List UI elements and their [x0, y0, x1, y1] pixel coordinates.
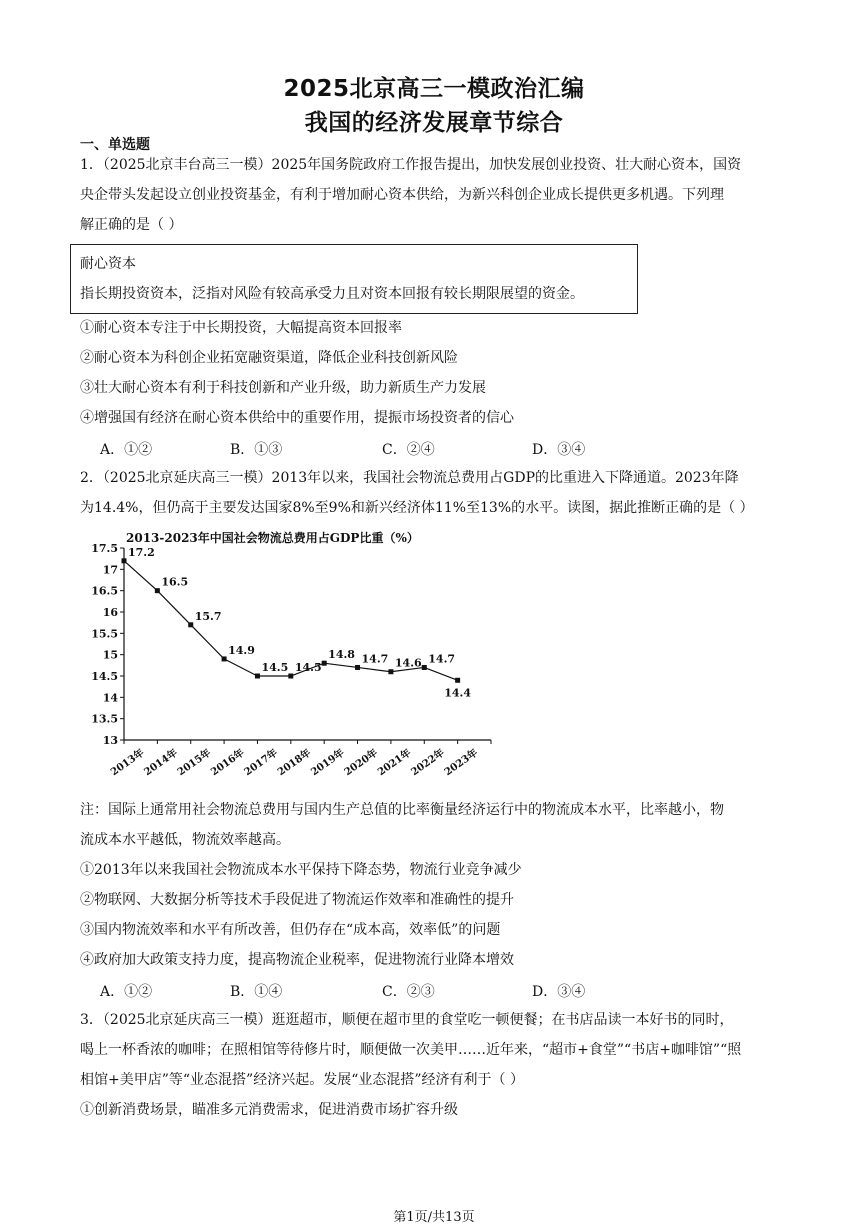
- definition-title: 耐心资本: [80, 256, 136, 272]
- q2-choice-d[interactable]: D．③④: [532, 984, 586, 1000]
- q2-option: ②物联网、大数据分析等技术手段促进了物流运作效率和准确性的提升: [80, 892, 514, 908]
- data-label: 16.5: [161, 575, 189, 589]
- data-point: [155, 588, 160, 593]
- y-tick-label: 16.5: [91, 584, 118, 598]
- data-point: [355, 665, 360, 670]
- y-tick-label: 13.5: [91, 712, 118, 726]
- q2-option: ④政府加大政策支持力度，提高物流企业税率，促进物流行业降本增效: [80, 952, 514, 968]
- q2-choice-c[interactable]: C．②③: [382, 984, 435, 1000]
- data-label: 14.8: [328, 648, 355, 662]
- definition-box: [70, 244, 638, 314]
- y-tick-label: 14: [102, 691, 118, 705]
- q1-option: ②耐心资本为科创企业拓宽融资渠道，降低企业科技创新风险: [80, 350, 458, 366]
- data-label: 14.7: [428, 652, 456, 666]
- data-label: 14.7: [361, 652, 389, 666]
- logistics-cost-chart: [86, 528, 506, 788]
- data-point: [288, 674, 293, 679]
- data-label: 14.5: [261, 661, 289, 674]
- q1-choice-c[interactable]: C．②④: [382, 442, 435, 458]
- data-label: 14.4: [444, 686, 472, 700]
- q3-stem-line: 3．（2025北京延庆高三一模）逛逛超市，顺便在超市里的食堂吃一顿便餐；在书店品读一本好书的同时，: [80, 1012, 734, 1028]
- y-tick-label: 13: [102, 734, 118, 747]
- q1-stem-line: 1．（2025北京丰台高三一模）2025年国务院政府工作报告提出，加快发展创业投资、壮大耐心资本，国资: [80, 157, 742, 173]
- data-point: [122, 558, 127, 563]
- q1-choice-d[interactable]: D．③④: [532, 442, 586, 458]
- y-tick-label: 14.5: [91, 670, 118, 683]
- y-tick-label: 17.5: [91, 542, 118, 555]
- q1-choice-a[interactable]: A．①②: [100, 442, 153, 458]
- x-tick-label: 2022年: [409, 747, 447, 779]
- x-tick-label: 2021年: [376, 747, 414, 779]
- q1-choice-b[interactable]: B．①③: [230, 442, 283, 458]
- document-subtitle: 我国的经济发展章节综合: [304, 110, 564, 136]
- data-label: 14.9: [228, 643, 255, 657]
- q3-option: ①创新消费场景，瞄准多元消费需求，促进消费市场扩容升级: [80, 1102, 458, 1118]
- q1-stem-line: 解正确的是（ ）: [80, 217, 183, 233]
- q2-stem-line: 为14.4%，但仍高于主要发达国家8%至9%和新兴经济体11%至13%的水平。读图，据此推断正确的是（ ）: [80, 500, 754, 516]
- page-footer: 第1页/共13页: [393, 1210, 475, 1225]
- x-tick-label: 2014年: [142, 747, 180, 779]
- x-tick-label: 2023年: [442, 747, 481, 779]
- q1-option: ④增强国有经济在耐心资本供给中的重要作用，提振市场投资者的信心: [80, 410, 514, 426]
- x-tick-label: 2017年: [242, 747, 280, 779]
- y-tick-label: 16: [102, 606, 118, 619]
- x-tick-label: 2018年: [275, 747, 314, 779]
- q1-option: ①耐心资本专注于中长期投资，大幅提高资本回报率: [80, 320, 402, 336]
- q2-option: ①2013年以来我国社会物流成本水平保持下降态势，物流行业竞争减少: [80, 862, 522, 878]
- q2-choice-b[interactable]: B．①④: [230, 984, 283, 1000]
- data-point: [222, 656, 227, 661]
- x-tick-label: 2016年: [209, 747, 247, 779]
- y-tick-label: 17: [102, 563, 118, 577]
- x-tick-label: 2019年: [309, 747, 347, 779]
- q1-option: ③壮大耐心资本有利于科技创新和产业升级，助力新质生产力发展: [80, 380, 486, 396]
- data-label: 14.5: [294, 661, 322, 674]
- data-point: [388, 669, 393, 674]
- q3-stem-line: 喝上一杯香浓的咖啡；在照相馆等待修片时，顺便做一次美甲……近年来，“超市+食堂”“书店+咖啡馆”“照: [80, 1042, 742, 1058]
- data-label: 14.6: [394, 656, 422, 670]
- data-label: 15.7: [194, 609, 222, 623]
- definition-text: 指长期投资资本，泛指对风险有较高承受力且对资本回报有较长期限展望的资金。: [80, 286, 584, 302]
- x-tick-label: 2020年: [342, 747, 380, 779]
- data-point: [322, 661, 327, 666]
- q2-choice-a[interactable]: A．①②: [100, 984, 153, 1000]
- y-tick-label: 15.5: [91, 627, 118, 641]
- chart-title: 2013-2023年中国社会物流总费用占GDP比重（%）: [126, 531, 419, 545]
- q2-note-line: 流成本水平越低，物流效率越高。: [80, 832, 290, 848]
- x-tick-label: 2013年: [109, 747, 147, 779]
- data-point: [255, 674, 260, 679]
- data-point: [188, 622, 193, 627]
- q1-stem-line: 央企带头发起设立创业投资基金，有利于增加耐心资本供给，为新兴科创企业成长提供更多机遇。下列理: [80, 187, 724, 203]
- data-label: 17.2: [128, 545, 155, 559]
- q3-stem-line: 相馆+美甲店”等“业态混搭”经济兴起。发展“业态混搭”经济有利于（ ）: [80, 1072, 524, 1088]
- line-chart-svg: [86, 528, 506, 788]
- q2-note-line: 注：国际上通常用社会物流总费用与国内生产总值的比率衡量经济运行中的物流成本水平，比率越小，物: [80, 802, 724, 818]
- q2-stem-line: 2．（2025北京延庆高三一模）2013年以来，我国社会物流总费用占GDP的比重进入下降通道。2023年降: [80, 470, 739, 486]
- y-tick-label: 15: [102, 648, 118, 662]
- q2-option: ③国内物流效率和水平有所改善，但仍存在“成本高，效率低”的问题: [80, 922, 501, 938]
- section-heading: 一、单选题: [80, 137, 150, 153]
- data-point: [455, 678, 460, 683]
- document-title: 2025北京高三一模政治汇编: [283, 76, 585, 102]
- data-point: [422, 665, 427, 670]
- x-tick-label: 2015年: [175, 747, 214, 779]
